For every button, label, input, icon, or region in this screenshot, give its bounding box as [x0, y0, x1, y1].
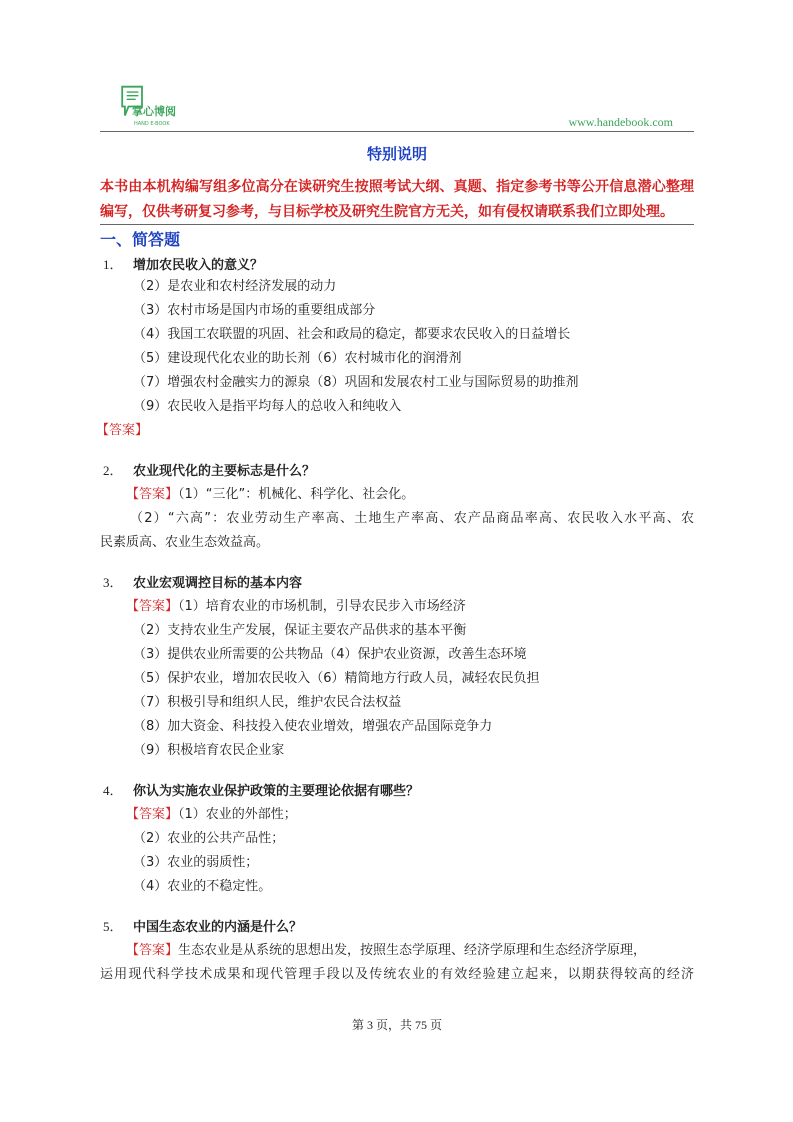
list-item: （4）我国工农联盟的巩固、社会和政局的稳定，都要求农民收入的日益增长	[133, 327, 571, 342]
list-item: （3）提供农业所需要的公共物品（4）保护农业资源，改善生态环境	[133, 647, 527, 662]
question-3	[100, 574, 694, 593]
answer-tag: 【答案】	[96, 423, 149, 438]
answer-line	[126, 806, 687, 824]
list-item: （2）农业的公共产品性；	[133, 831, 285, 846]
question-1	[100, 256, 694, 275]
list-item: （5）保护农业，增加农民收入（6）精简地方行政人员，减轻农民负担	[133, 671, 540, 686]
list-item: （5）建设现代化农业的助长剂（6）农村城市化的润滑剂	[133, 351, 462, 366]
header-url[interactable]: www.handebook.com	[568, 115, 673, 129]
logo-subtext: HAND E-BOOK	[134, 121, 170, 127]
question-title: 你认为实施农业保护政策的主要理论依据有哪些？	[133, 784, 420, 799]
logo	[118, 84, 198, 130]
answer-tag: 【答案】	[126, 599, 179, 614]
answer-line: （2）“六高”：农业劳动生产率高、土地生产率高、农产品商品率高、农民收入水平高、农	[130, 511, 694, 526]
question-title: 农业现代化的主要标志是什么？	[133, 464, 316, 479]
question-title: 中国生态农业的内涵是什么？	[133, 920, 303, 935]
answer-tag: 【答案】	[126, 807, 179, 822]
section-heading: 一、简答题	[100, 230, 181, 249]
list-item: （9）积极培育农民企业家	[133, 743, 285, 758]
question-2	[100, 462, 694, 481]
list-item: （9）农民收入是指平均每人的总收入和纯收入	[133, 399, 402, 414]
question-number: 1．	[103, 257, 123, 272]
answer-line: 运用现代科学技术成果和现代管理手段以及传统农业的有效经验建立起来，以期获得较高的经济	[100, 967, 694, 982]
list-item: （2）是农业和农村经济发展的动力	[133, 279, 337, 294]
answer-text: （1）农业的外部性；	[178, 807, 297, 822]
list-item: （7）积极引导和组织人民，维护农民合法权益	[133, 695, 402, 710]
answer-line: 民素质高、农业生态效益高。	[100, 535, 270, 550]
question-number: 2．	[103, 463, 123, 478]
list-item: （4）农业的不稳定性。	[133, 879, 272, 894]
list-item: （8）加大资金、科技投入使农业增效，增强农产品国际竞争力	[133, 719, 493, 734]
question-title: 农业宏观调控目标的基本内容	[133, 576, 303, 591]
question-number: 4．	[103, 783, 123, 798]
answer-line	[126, 486, 687, 504]
answer-text: （1）培育农业的市场机制，引导农民步入市场经济	[178, 599, 466, 614]
answer-line	[126, 598, 687, 616]
answer-text: 生态农业是从系统的思想出发，按照生态学原理、经济学原理和生态经济学原理，	[178, 943, 647, 958]
list-item: （7）增强农村金融实力的源泉（8）巩固和发展农村工业与国际贸易的助推剂	[133, 375, 579, 390]
list-item: （3）农业的弱质性；	[133, 855, 259, 870]
answer-line	[126, 942, 694, 960]
answer-tag: 【答案】	[126, 487, 179, 502]
list-item: （3）农村市场是国内市场的重要组成部分	[133, 303, 376, 318]
notice-line: 本书由本机构编写组多位高分在读研究生按照考试大纲、真题、指定参考书等公开信息潜心整理	[100, 179, 694, 195]
question-title: 增加农民收入的意义？	[133, 258, 264, 273]
page-footer: 第 3 页，共 75 页	[351, 1018, 442, 1032]
question-number: 3．	[103, 575, 123, 590]
answer-tag: 【答案】	[126, 943, 179, 958]
answer-text: （1）“三化”：机械化、科学化、社会化。	[178, 487, 415, 502]
notice-title: 特别说明	[366, 145, 427, 163]
question-5	[100, 918, 694, 937]
question-number: 5．	[103, 919, 123, 934]
logo-text: 掌心博阅	[132, 105, 176, 118]
question-4	[100, 782, 694, 801]
notice-line: 编写，仅供考研复习参考，与目标学校及研究生院官方无关，如有侵权请联系我们立即处理。	[100, 204, 674, 220]
list-item: （2）支持农业生产发展，保证主要农产品供求的基本平衡	[133, 623, 467, 638]
